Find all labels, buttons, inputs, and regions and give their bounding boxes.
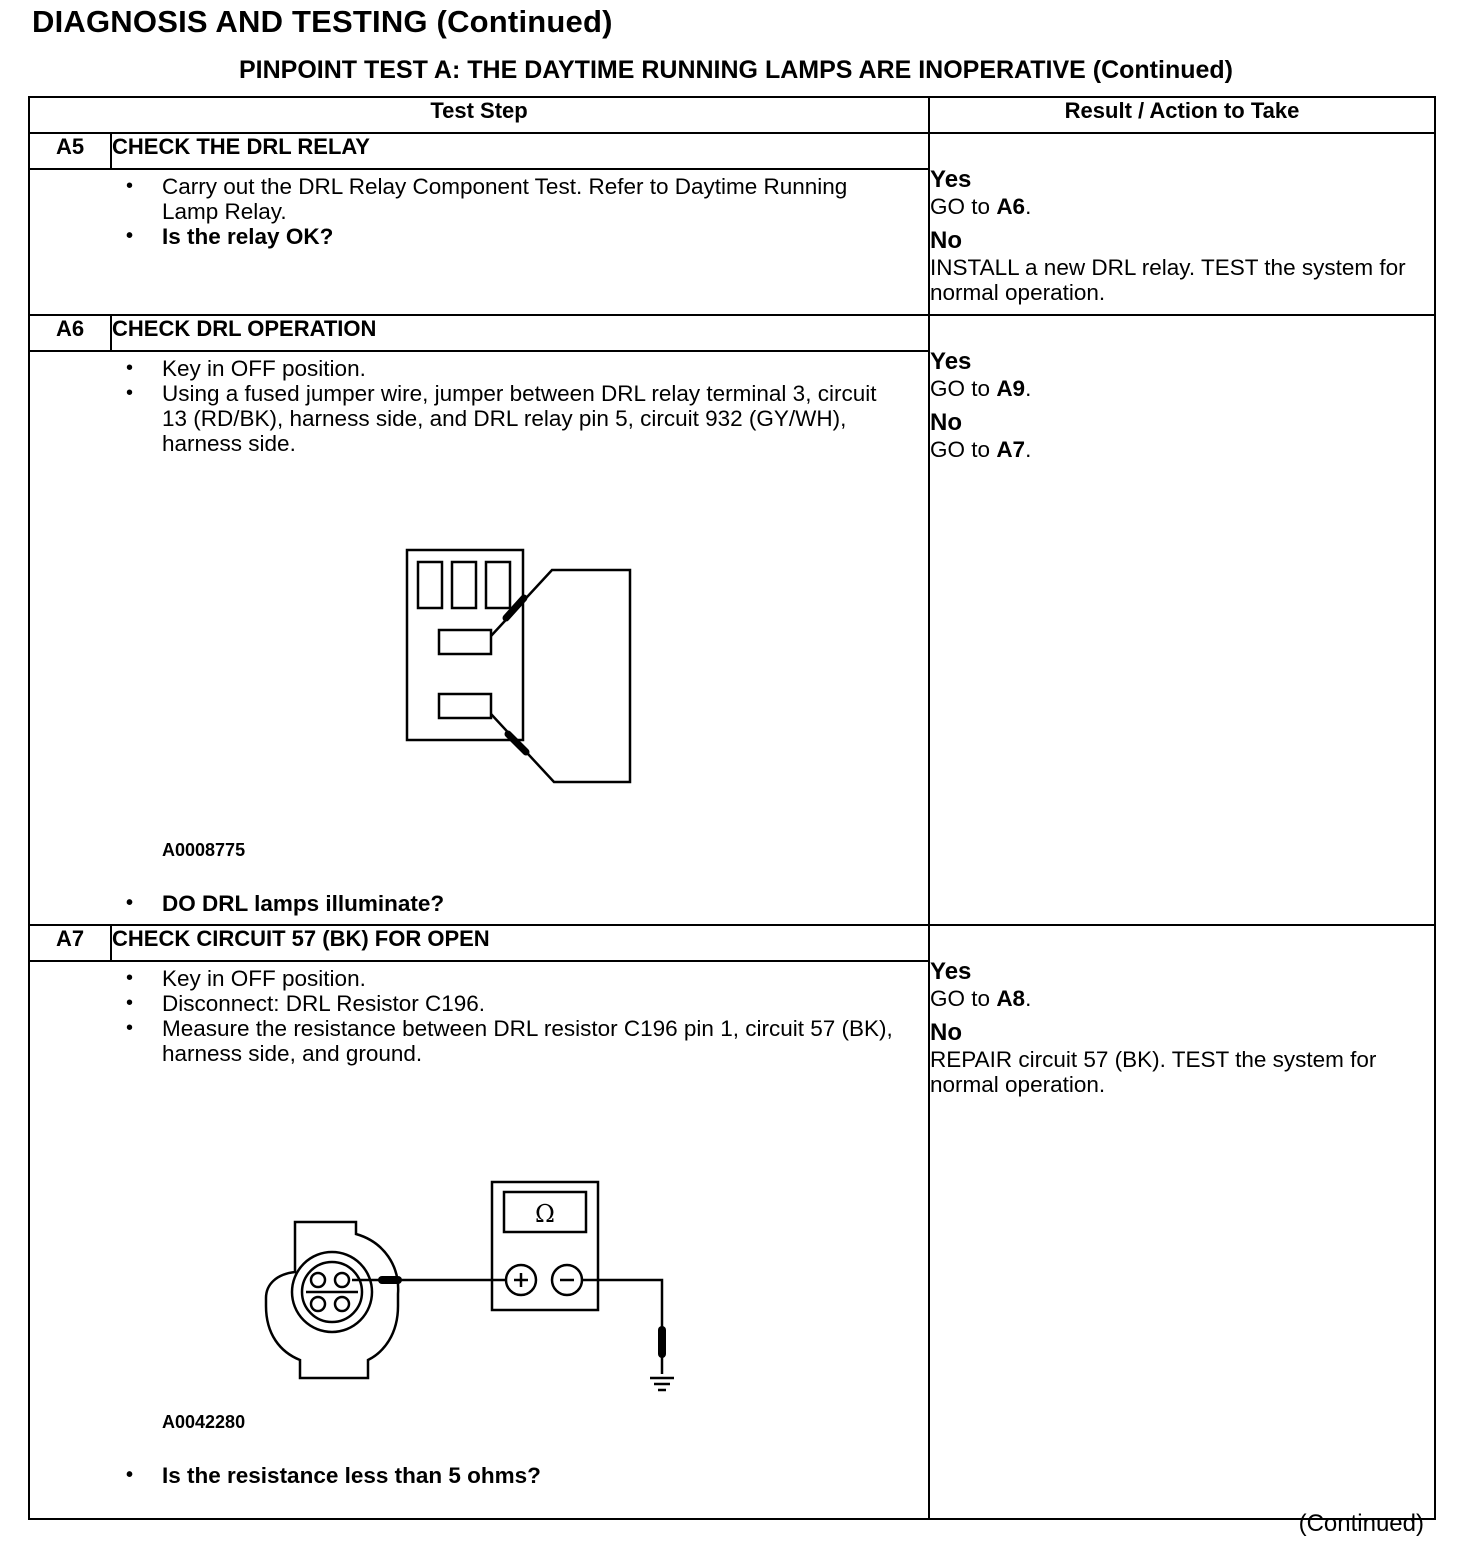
yes-target: A6 — [996, 194, 1026, 219]
step-a5-body — [29, 169, 929, 315]
step-id: A6 — [29, 315, 111, 351]
meter-lead-negative — [582, 1280, 662, 1344]
instruction-item: • Measure the resistance between DRL resistor C196 pin 1, circuit 57 (BK), harness side, and ground. — [162, 1016, 898, 1066]
relay-terminal-3 — [439, 630, 491, 654]
result-yes — [930, 348, 1434, 401]
yes-action: GO to A9. — [930, 376, 1032, 401]
step-title: CHECK DRL OPERATION — [111, 315, 929, 351]
relay-connector-diagram — [162, 460, 862, 840]
table-header-row — [29, 97, 1435, 133]
instruction-item: • Key in OFF position. — [162, 356, 888, 381]
yes-label: Yes — [930, 166, 972, 193]
question-list — [162, 891, 888, 916]
step-question: • Is the relay OK? — [162, 224, 898, 249]
no-label: No — [930, 1019, 963, 1046]
step-a7-title-row — [29, 925, 1435, 961]
step-id: A5 — [29, 133, 111, 169]
step-a6-result — [929, 315, 1435, 925]
instruction-item: • Carry out the DRL Relay Component Test. Refer to Daytime Running Lamp Relay. — [162, 174, 898, 224]
question-list — [162, 1463, 898, 1488]
relay-cavity — [452, 562, 476, 608]
pinpoint-test-title: PINPOINT TEST A: THE DAYTIME RUNNING LAMPS ARE INOPERATIVE (Continued) — [239, 56, 1233, 84]
relay-cavity — [418, 562, 442, 608]
column-header-result: Result / Action to Take — [929, 97, 1435, 133]
figure-id: A0008775 — [162, 840, 246, 860]
pinpoint-test-table — [28, 96, 1436, 1520]
resistor-connector-body — [266, 1222, 398, 1378]
ohmmeter-figure — [162, 1072, 898, 1412]
no-action: INSTALL a new DRL relay. TEST the system for normal operation. — [930, 255, 1406, 305]
yes-action: GO to A6. — [930, 194, 1032, 219]
relay-connector-outline — [407, 550, 523, 740]
result-no — [930, 227, 1434, 305]
connector-pin — [335, 1273, 349, 1287]
connector-pin — [311, 1297, 325, 1311]
resistance-check-diagram — [162, 1072, 862, 1412]
page-title: DIAGNOSIS AND TESTING (Continued) — [32, 4, 613, 39]
continued-label: (Continued) — [1298, 1510, 1424, 1537]
figure-id: A0042280 — [162, 1412, 246, 1432]
instruction-list — [162, 966, 898, 1066]
yes-label: Yes — [930, 958, 972, 985]
no-label: No — [930, 227, 963, 254]
instruction-item: • Using a fused jumper wire, jumper between DRL relay terminal 3, circuit 13 (RD/BK), harness side, and DRL relay pin 5, circuit 932 (GY/WH), harness side. — [162, 381, 888, 456]
instruction-item: • Disconnect: DRL Resistor C196. — [162, 991, 898, 1016]
step-a7-body — [29, 961, 929, 1519]
result-no — [930, 409, 1434, 462]
connector-pin — [311, 1273, 325, 1287]
relay-cavity — [486, 562, 510, 608]
step-a6-title-row — [29, 315, 1435, 351]
jumper-wire — [491, 570, 630, 782]
step-id: A7 — [29, 925, 111, 961]
result-yes — [930, 958, 1434, 1011]
no-target: A7 — [996, 437, 1026, 462]
yes-action: GO to A8. — [930, 986, 1032, 1011]
step-title: CHECK CIRCUIT 57 (BK) FOR OPEN — [111, 925, 929, 961]
column-header-test-step: Test Step — [29, 97, 929, 133]
no-action: GO to A7. — [930, 437, 1032, 462]
yes-target: A9 — [996, 376, 1026, 401]
connector-pin — [335, 1297, 349, 1311]
result-no — [930, 1019, 1434, 1097]
step-a7-result — [929, 925, 1435, 1519]
relay-terminal-5 — [439, 694, 491, 718]
instruction-list — [162, 356, 888, 456]
step-a5-title-row — [29, 133, 1435, 169]
step-question: • Is the resistance less than 5 ohms? — [162, 1463, 898, 1488]
relay-jumper-figure — [162, 460, 888, 840]
ohm-symbol: Ω — [535, 1200, 555, 1228]
result-yes — [930, 166, 1434, 219]
instruction-item: • Key in OFF position. — [162, 966, 898, 991]
no-label: No — [930, 409, 963, 436]
yes-label: Yes — [930, 348, 972, 375]
no-action: REPAIR circuit 57 (BK). TEST the system for normal operation. — [930, 1047, 1377, 1097]
step-title: CHECK THE DRL RELAY — [111, 133, 929, 169]
step-a5-result — [929, 133, 1435, 315]
step-a6-body — [29, 351, 929, 925]
yes-target: A8 — [996, 986, 1026, 1011]
instruction-list — [162, 174, 898, 249]
step-question: • DO DRL lamps illuminate? — [162, 891, 888, 916]
